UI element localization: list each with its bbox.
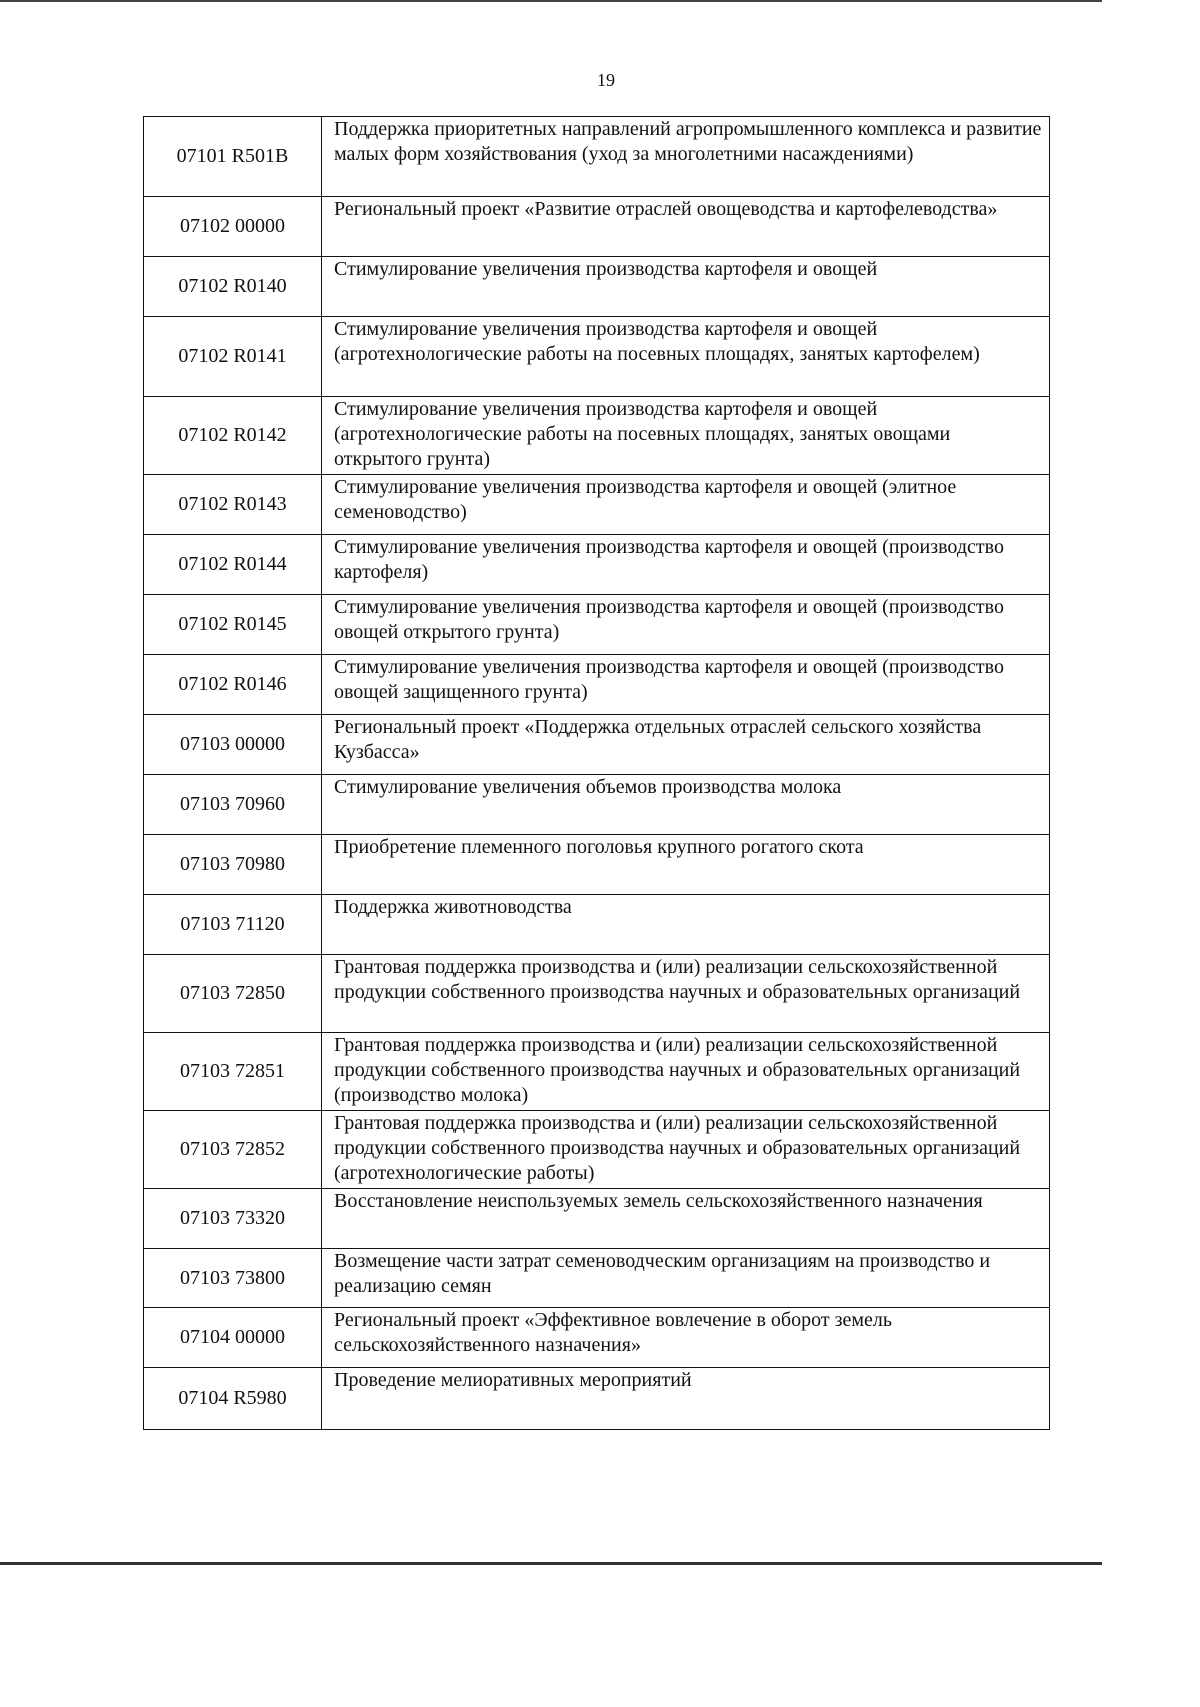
table-row	[144, 257, 1050, 317]
description-cell: Грантовая поддержка производства и (или) реализации сельскохозяйственной продукции собственного производства научных и образовательных организаций (производство молока)	[322, 1033, 1050, 1111]
code-cell: 07103 71120	[144, 895, 322, 955]
code-cell: 07102 R0140	[144, 257, 322, 317]
code-cell: 07104 R5980	[144, 1368, 322, 1430]
table-row	[144, 955, 1050, 1033]
table-row	[144, 475, 1050, 535]
table-row	[144, 895, 1050, 955]
code-cell: 07102 R0146	[144, 655, 322, 715]
description-cell: Грантовая поддержка производства и (или) реализации сельскохозяйственной продукции собственного производства научных и образовательных организаций	[322, 955, 1050, 1033]
description-cell: Стимулирование увеличения производства картофеля и овощей (производство овощей защищенного грунта)	[322, 655, 1050, 715]
table-row	[144, 1249, 1050, 1308]
table-row	[144, 535, 1050, 595]
table-row	[144, 655, 1050, 715]
description-cell: Стимулирование увеличения производства картофеля и овощей	[322, 257, 1050, 317]
code-cell: 07103 00000	[144, 715, 322, 775]
table-row	[144, 397, 1050, 475]
description-cell: Приобретение племенного поголовья крупного рогатого скота	[322, 835, 1050, 895]
description-cell: Региональный проект «Эффективное вовлечение в оборот земель сельскохозяйственного назначения»	[322, 1308, 1050, 1368]
table-row	[144, 1308, 1050, 1368]
code-cell: 07101 R501B	[144, 117, 322, 197]
code-cell: 07102 R0142	[144, 397, 322, 475]
table-row	[144, 1111, 1050, 1189]
table-row	[144, 1033, 1050, 1111]
description-cell: Восстановление неиспользуемых земель сельскохозяйственного назначения	[322, 1189, 1050, 1249]
description-cell: Стимулирование увеличения производства картофеля и овощей (элитное семеноводство)	[322, 475, 1050, 535]
table-row	[144, 595, 1050, 655]
code-cell: 07103 73800	[144, 1249, 322, 1308]
page-number: 19	[597, 70, 615, 90]
description-cell: Поддержка животноводства	[322, 895, 1050, 955]
code-cell: 07102 00000	[144, 197, 322, 257]
description-cell: Возмещение части затрат семеноводческим организациям на производство и реализацию семян	[322, 1249, 1050, 1308]
scan-top-edge	[0, 0, 1102, 2]
table-row	[144, 1368, 1050, 1430]
code-cell: 07102 R0143	[144, 475, 322, 535]
description-cell: Стимулирование увеличения производства картофеля и овощей (агротехнологические работы на посевных площадях, занятых картофелем)	[322, 317, 1050, 397]
code-cell: 07102 R0141	[144, 317, 322, 397]
code-cell: 07104 00000	[144, 1308, 322, 1368]
scan-bottom-edge	[0, 1562, 1102, 1565]
description-cell: Стимулирование увеличения производства картофеля и овощей (производство картофеля)	[322, 535, 1050, 595]
description-cell: Региональный проект «Поддержка отдельных отраслей сельского хозяйства Кузбасса»	[322, 715, 1050, 775]
code-cell: 07102 R0144	[144, 535, 322, 595]
description-cell: Грантовая поддержка производства и (или) реализации сельскохозяйственной продукции собственного производства научных и образовательных организаций (агротехнологические работы)	[322, 1111, 1050, 1189]
description-cell: Поддержка приоритетных направлений агропромышленного комплекса и развитие малых форм хозяйствования (уход за многолетними насаждениями)	[322, 117, 1050, 197]
classification-table	[143, 116, 1050, 1430]
description-cell: Стимулирование увеличения производства картофеля и овощей (производство овощей открытого грунта)	[322, 595, 1050, 655]
table-row	[144, 835, 1050, 895]
description-cell: Стимулирование увеличения объемов производства молока	[322, 775, 1050, 835]
code-cell: 07103 70980	[144, 835, 322, 895]
description-cell: Стимулирование увеличения производства картофеля и овощей (агротехнологические работы на посевных площадях, занятых овощами открытого грунта)	[322, 397, 1050, 475]
code-cell: 07103 70960	[144, 775, 322, 835]
table-row	[144, 775, 1050, 835]
code-cell: 07103 72852	[144, 1111, 322, 1189]
code-cell: 07103 73320	[144, 1189, 322, 1249]
code-cell: 07102 R0145	[144, 595, 322, 655]
description-cell: Региональный проект «Развитие отраслей овощеводства и картофелеводства»	[322, 197, 1050, 257]
code-cell: 07103 72850	[144, 955, 322, 1033]
description-cell: Проведение мелиоративных мероприятий	[322, 1368, 1050, 1430]
table-row	[144, 715, 1050, 775]
code-cell: 07103 72851	[144, 1033, 322, 1111]
table-row	[144, 197, 1050, 257]
table-row	[144, 317, 1050, 397]
table-row	[144, 117, 1050, 197]
table-row	[144, 1189, 1050, 1249]
